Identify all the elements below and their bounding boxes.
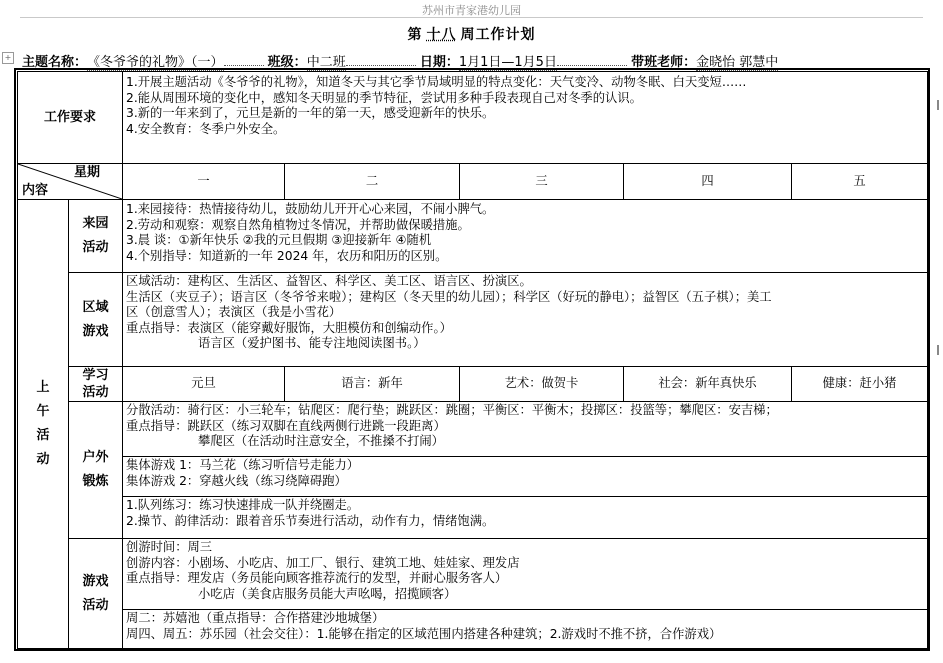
class-label: 班级： — [267, 55, 307, 70]
title-prefix: 第 — [407, 27, 423, 43]
weekday-label: 星期 — [74, 165, 101, 180]
teacher-value[interactable]: 金晓怡 郭慧中 — [696, 51, 778, 71]
day-header-thu: 四 — [624, 164, 792, 200]
morning-label-char: 上 — [36, 380, 50, 395]
arrival-line: 2.劳动和观察：观察自然角植物过冬情况，并帮助做保暖措施。 — [126, 217, 470, 232]
area-line: 生活区（夹豆子）；语言区（冬爷爷来啦）；建构区（冬天里的幼儿园）；科学区（好玩的静电）；益智区（五子棋）；美工 — [126, 289, 772, 304]
day-header-wed: 三 — [460, 164, 624, 200]
game-content[interactable] — [123, 539, 928, 649]
game-line: 重点指导：理发店（务员能向顾客推荐流行的发型，并耐心服务客人） — [126, 571, 508, 585]
requirements-row — [18, 72, 928, 164]
day-header-fri: 五 — [792, 164, 928, 200]
area-line-indented: 语言区（爱护图书、能专注地阅读图书。） — [198, 336, 426, 350]
study-label-line: 活动 — [82, 385, 109, 400]
area-line: 区（创意雪人）；表演区（我是小雪花） — [126, 305, 342, 319]
outdoor-line: 1.队列练习：练习快速排成一队并绕圈走。 — [126, 498, 360, 512]
day-header-tue: 二 — [285, 164, 460, 200]
requirements-content[interactable] — [123, 72, 928, 164]
game-block-1 — [123, 539, 927, 610]
area-line: 重点指导：表演区（能穿戴好服饰，大胆模仿和创编动作。） — [126, 320, 452, 335]
study-mon[interactable]: 元旦 — [123, 367, 285, 402]
title-week-number[interactable]: 十八 — [426, 27, 457, 43]
arrival-label — [69, 200, 123, 273]
requirement-line: 3.新的一年来到了，元旦是新的一年的第一天，感受迎新年的快乐。 — [126, 106, 495, 120]
game-label — [69, 539, 123, 649]
outdoor-block-1 — [123, 402, 927, 457]
game-block-2 — [123, 610, 927, 648]
outdoor-line: 重点指导：跳跃区（练习双脚在直线两侧行进跳一段距离） — [126, 418, 446, 433]
morning-label-char: 活 — [36, 428, 50, 443]
content-label: 内容 — [22, 182, 49, 198]
table-move-handle-icon[interactable]: + — [2, 52, 14, 64]
date-value[interactable]: 1月1日—1月5日 — [459, 51, 557, 71]
requirements-label: 工作要求 — [18, 72, 123, 164]
date-label: 日期： — [419, 55, 459, 70]
study-wed[interactable]: 艺术：做贺卡 — [460, 367, 624, 402]
study-label-line: 学习 — [82, 368, 109, 383]
game-line-indented: 小吃店（美食店服务员能大声吆喝，招揽顾客） — [198, 586, 457, 601]
class-value[interactable]: 中二班 — [307, 51, 346, 71]
game-label-line: 活动 — [82, 597, 109, 613]
arrival-line: 4.个别指导：知道新的一年 2024 年，农历和阳历的区别。 — [126, 248, 448, 263]
area-games-label — [69, 273, 123, 367]
meta-row — [22, 51, 927, 68]
page-header — [0, 0, 943, 20]
arrival-label-line: 来园 — [82, 216, 109, 231]
requirement-line: 4.安全教育：冬季户外安全。 — [126, 121, 286, 136]
morning-label-char: 动 — [36, 452, 50, 467]
outdoor-line: 2.操节、韵律活动：跟着音乐节奏进行活动，动作有力，情绪饱满。 — [126, 513, 495, 528]
area-label-line: 游戏 — [82, 323, 109, 339]
arrival-label-line: 活动 — [82, 240, 109, 255]
margin-marker — [937, 100, 939, 110]
study-fri[interactable]: 健康：赶小猪 — [792, 367, 928, 402]
outdoor-line: 集体游戏 1：马兰花（练习听信号走能力） — [126, 458, 360, 472]
theme-value[interactable]: 《冬爷爷的礼物》（一） — [87, 51, 224, 71]
arrival-line: 3.晨 谈：①新年快乐 ②我的元旦假期 ③迎接新年 ④随机 — [126, 233, 432, 247]
day-header-mon: 一 — [123, 164, 285, 200]
title-suffix: 周工作计划 — [460, 27, 536, 43]
area-line: 区域活动：建构区、生活区、益智区、科学区、美工区、语言区、扮演区。 — [126, 274, 532, 288]
outdoor-line: 集体游戏 2：穿越火线（练习绕障碍跑） — [126, 473, 347, 488]
area-label-line: 区域 — [82, 299, 109, 315]
study-tue[interactable]: 语言：新年 — [285, 367, 460, 402]
days-header-row — [18, 164, 928, 200]
game-label-line: 游戏 — [82, 573, 109, 589]
area-games-row — [18, 273, 928, 367]
requirement-line: 1.开展主题活动《冬爷爷的礼物》，知道冬天与其它季节局域明显的特点变化：天气变冷、动物冬眠、白天变短…… — [126, 75, 747, 89]
game-line: 创游内容：小剧场、小吃店、加工厂、银行、建筑工地、娃娃家、理发店 — [126, 555, 520, 570]
outdoor-content[interactable] — [123, 402, 928, 539]
weekly-plan-table — [17, 71, 928, 649]
school-name: 苏州市青家港幼儿园 — [422, 4, 521, 17]
game-line: 周二：苏嬉池（重点指导：合作搭建沙地城堡） — [126, 611, 385, 625]
arrival-row — [18, 200, 928, 273]
arrival-line: 1.来园接待：热情接待幼儿，鼓励幼儿开开心心来园，不闹小脾气。 — [126, 202, 495, 216]
margin-marker — [937, 345, 939, 355]
outdoor-label — [69, 402, 123, 539]
outdoor-line: 分散活动：骑行区：小三轮车；钻爬区：爬行垫；跳跃区：跳圈；平衡区：平衡木；投掷区：投篮等；攀爬区：安吉梯； — [126, 403, 778, 417]
game-line: 周四、周五：苏乐园（社会交往）：1.能够在指定的区域范围内搭建各种建筑；2.游戏时不推不挤，合作游戏） — [126, 626, 722, 641]
theme-label: 主题名称： — [22, 55, 88, 70]
outdoor-block-3 — [123, 497, 927, 537]
game-line: 创游时间：周三 — [126, 540, 213, 554]
study-thu[interactable]: 社会：新年真快乐 — [624, 367, 792, 402]
header-rule — [20, 17, 923, 18]
study-label — [69, 367, 123, 402]
morning-label-char: 午 — [36, 404, 50, 419]
outdoor-row — [18, 402, 928, 539]
diagonal-header-cell — [18, 164, 123, 200]
study-row — [18, 367, 928, 402]
area-games-content[interactable] — [123, 273, 928, 367]
morning-activities-label — [18, 200, 69, 649]
requirement-line: 2.能从周围环境的变化中，感知冬天明显的季节特征，尝试用多种手段表现自己对冬季的认识。 — [126, 90, 642, 105]
outdoor-block-2 — [123, 457, 927, 497]
outdoor-label-line: 锻炼 — [82, 474, 109, 489]
outdoor-label-line: 户外 — [82, 450, 109, 465]
teacher-label: 带班老师： — [631, 55, 697, 70]
game-row — [18, 539, 928, 649]
arrival-content[interactable] — [123, 200, 928, 273]
outdoor-line-indented: 攀爬区（在活动时注意安全，不推搡不打闹） — [198, 434, 444, 448]
page-title — [0, 24, 943, 44]
